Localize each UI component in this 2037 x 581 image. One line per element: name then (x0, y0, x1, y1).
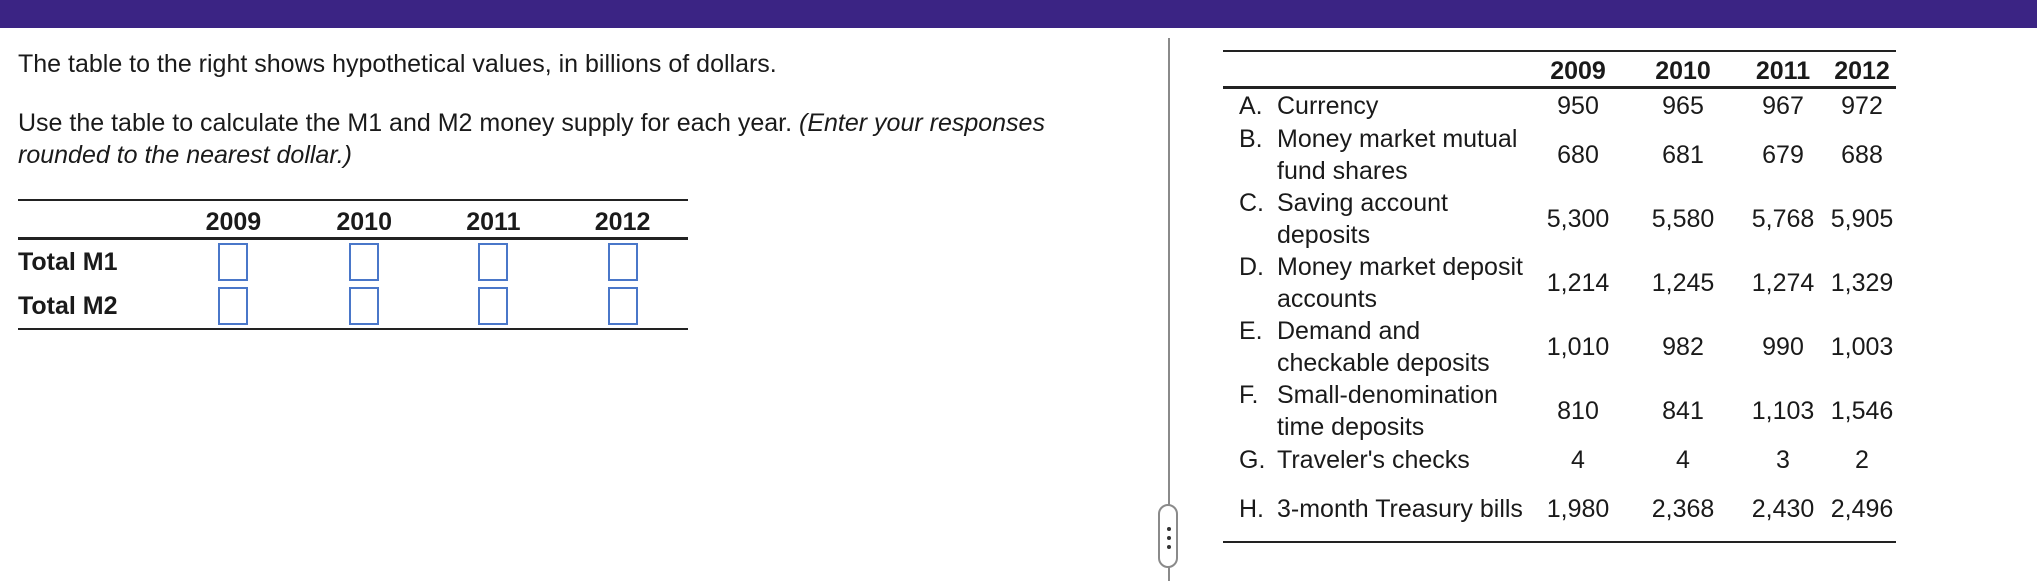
data-year-header: 2012 (1828, 51, 1896, 88)
m2-2011-input[interactable] (478, 287, 508, 325)
task-note-text: (Enter your responses rounded to the nearest dollar.) (18, 109, 1045, 169)
value-cell: 841 (1662, 397, 1704, 425)
value-cell: 1,329 (1830, 269, 1894, 297)
data-row-demand-checkable (1223, 315, 1896, 379)
handle-dot (1167, 536, 1171, 540)
m2-2012-input[interactable] (608, 287, 638, 325)
m1-2009-input[interactable] (218, 243, 248, 281)
answer-cell (557, 239, 688, 285)
value-cell: 5,905 (1830, 205, 1894, 233)
item-cell (1223, 443, 1528, 477)
data-row-money-market-mutual-fund (1223, 123, 1896, 187)
answer-cell (430, 239, 558, 285)
m2-2009-input[interactable] (218, 287, 248, 325)
task-main-text: Use the table to calculate the M1 and M2 money supply for each year. (18, 109, 793, 137)
answer-cell (299, 284, 430, 329)
item-letter: C. (1239, 189, 1264, 217)
data-year-header: 2010 (1628, 51, 1738, 88)
m2-2010-input[interactable] (349, 287, 379, 325)
item-letter: G. (1239, 446, 1266, 474)
value-cell: 1,214 (1546, 269, 1610, 297)
row-label-total-m2: Total M2 (18, 284, 168, 329)
answer-table (18, 199, 688, 330)
value-cell: 5,580 (1651, 205, 1715, 233)
m1-2010-input[interactable] (349, 243, 379, 281)
item-name: Small-denomination time deposits (1277, 381, 1498, 441)
value-cell: 4 (1676, 446, 1690, 474)
item-letter: H. (1239, 495, 1264, 523)
value-cell: 688 (1841, 141, 1883, 169)
question-pane (18, 48, 1148, 320)
value-cell: 1,103 (1751, 397, 1815, 425)
value-cell: 3 (1776, 446, 1790, 474)
value-cell: 1,010 (1546, 333, 1610, 361)
vertical-ellipsis-icon[interactable] (1158, 504, 1178, 568)
value-cell: 5,768 (1751, 205, 1815, 233)
item-name: Currency (1277, 92, 1379, 120)
value-cell: 4 (1571, 446, 1585, 474)
value-cell: 1,245 (1651, 269, 1715, 297)
item-letter: A. (1239, 92, 1263, 120)
item-letter: F. (1239, 381, 1259, 409)
item-name: Saving account deposits (1277, 189, 1448, 249)
value-cell: 5,300 (1546, 205, 1610, 233)
row-label-total-m1: Total M1 (18, 247, 118, 276)
answer-cell (299, 239, 430, 285)
data-header-blank (1223, 51, 1528, 88)
value-cell: 2,430 (1738, 477, 1828, 542)
answer-year-header: 2010 (299, 200, 430, 239)
handle-dot (1167, 527, 1171, 531)
data-row-currency (1223, 88, 1896, 124)
value-cell: 965 (1662, 92, 1704, 120)
pane-divider (1168, 38, 1170, 581)
item-name: Money market deposit accounts (1277, 253, 1523, 313)
data-row-travelers-checks (1223, 443, 1896, 477)
value-cell: 2,496 (1828, 477, 1896, 542)
answer-cell (168, 239, 299, 285)
data-row-small-time-deposits (1223, 379, 1896, 443)
item-cell (1223, 477, 1528, 542)
value-cell: 990 (1762, 333, 1804, 361)
data-header-row (1223, 51, 1896, 88)
data-year-header: 2009 (1528, 51, 1628, 88)
money-data-table (1223, 50, 1896, 543)
data-row-saving-deposits (1223, 187, 1896, 251)
handle-dot (1167, 545, 1171, 549)
instruction-text: The table to the right shows hypothetical values, in billions of dollars. (18, 50, 777, 78)
value-cell: 1,274 (1751, 269, 1815, 297)
value-cell: 967 (1762, 92, 1804, 120)
item-cell (1223, 315, 1528, 379)
task-text (18, 107, 1128, 171)
answer-row-m1 (18, 239, 688, 285)
value-cell: 680 (1557, 141, 1599, 169)
answer-year-header: 2012 (557, 200, 688, 239)
value-cell: 679 (1762, 141, 1804, 169)
item-cell (1223, 187, 1528, 251)
value-cell: 972 (1841, 92, 1883, 120)
item-name: Traveler's checks (1277, 446, 1470, 474)
m1-2011-input[interactable] (478, 243, 508, 281)
answer-row-m2 (18, 284, 688, 329)
item-name: Demand and checkable deposits (1277, 317, 1490, 377)
item-cell (1223, 88, 1528, 124)
answer-year-header: 2009 (168, 200, 299, 239)
value-cell: 681 (1662, 141, 1704, 169)
data-year-header: 2011 (1738, 51, 1828, 88)
m1-2012-input[interactable] (608, 243, 638, 281)
value-cell: 950 (1557, 92, 1599, 120)
item-name: Money market mutual fund shares (1277, 125, 1518, 185)
value-cell: 2,368 (1628, 477, 1738, 542)
answer-cell (430, 284, 558, 329)
item-cell (1223, 123, 1528, 187)
data-row-money-market-deposit (1223, 251, 1896, 315)
item-letter: D. (1239, 253, 1264, 281)
value-cell: 2 (1855, 446, 1869, 474)
data-row-treasury-bills (1223, 477, 1896, 542)
answer-cell (168, 284, 299, 329)
item-name: 3-month Treasury bills (1277, 495, 1523, 523)
top-bar (0, 0, 2037, 28)
answer-header-row (18, 200, 688, 239)
answer-year-header: 2011 (430, 200, 558, 239)
value-cell: 1,980 (1528, 477, 1628, 542)
value-cell: 810 (1557, 397, 1599, 425)
value-cell: 1,003 (1830, 333, 1894, 361)
item-letter: B. (1239, 125, 1263, 153)
item-cell (1223, 379, 1528, 443)
item-letter: E. (1239, 317, 1263, 345)
value-cell: 982 (1662, 333, 1704, 361)
value-cell: 1,546 (1830, 397, 1894, 425)
answer-cell (557, 284, 688, 329)
item-cell (1223, 251, 1528, 315)
answer-header-blank (18, 200, 168, 239)
